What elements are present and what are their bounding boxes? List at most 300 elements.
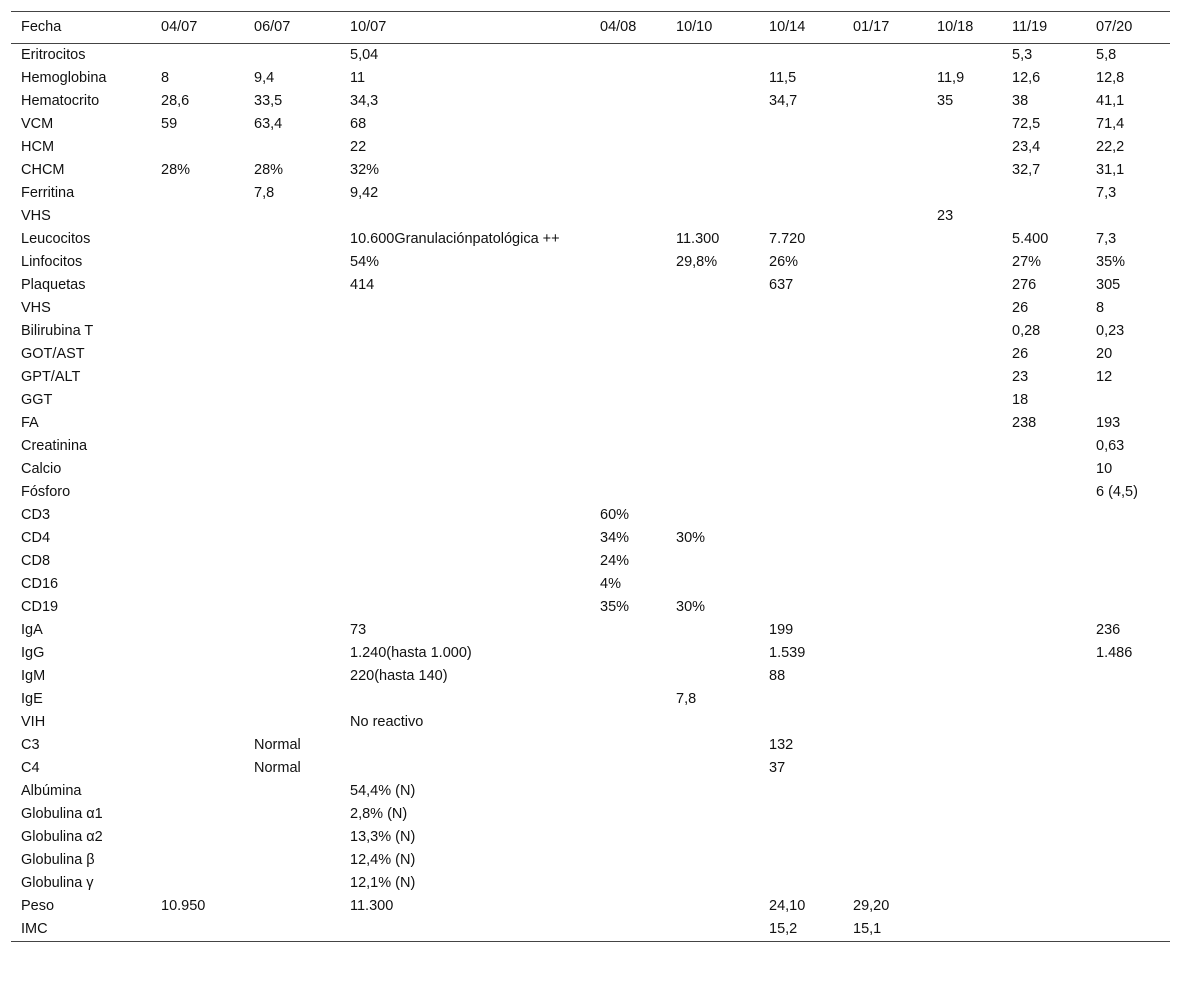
table-cell — [590, 711, 666, 734]
row-label: Albúmina — [21, 783, 82, 799]
table-cell — [927, 780, 1002, 803]
row-label: Globulina β — [21, 852, 95, 868]
table-row — [11, 573, 1170, 596]
table-cell — [244, 228, 340, 251]
row-label: CD19 — [21, 599, 59, 615]
table-row — [11, 113, 1170, 136]
row-label: IgA — [21, 622, 43, 638]
table-cell — [151, 849, 244, 872]
table-cell — [843, 44, 927, 68]
table-cell — [759, 573, 843, 596]
table-cell — [843, 343, 927, 366]
table-cell — [340, 205, 590, 228]
table-cell: 7,3 — [1096, 231, 1117, 247]
table-cell: No reactivo — [350, 714, 424, 730]
table-cell — [927, 918, 1002, 942]
table-cell — [666, 734, 759, 757]
table-cell — [666, 458, 759, 481]
table-row — [11, 159, 1170, 182]
row-label: CD8 — [21, 553, 51, 569]
table-cell — [244, 343, 340, 366]
table-cell — [666, 665, 759, 688]
table-cell: 60% — [600, 507, 630, 523]
table-cell — [759, 504, 843, 527]
table-cell — [590, 412, 666, 435]
table-cell — [340, 918, 590, 942]
table-cell — [340, 458, 590, 481]
table-cell — [927, 688, 1002, 711]
table-cell — [244, 780, 340, 803]
table-cell: 2,8% (N) — [350, 806, 408, 822]
row-label: GPT/ALT — [21, 369, 81, 385]
table-cell — [340, 481, 590, 504]
table-cell — [1002, 596, 1086, 619]
row-label: Globulina γ — [21, 875, 94, 891]
table-cell — [927, 665, 1002, 688]
table-cell — [843, 665, 927, 688]
row-label: GGT — [21, 392, 53, 408]
table-cell: 29,8% — [676, 254, 718, 270]
table-cell — [1086, 895, 1170, 918]
table-cell — [151, 918, 244, 942]
table-cell — [244, 504, 340, 527]
table-cell — [843, 251, 927, 274]
table-cell: 34,7 — [769, 93, 798, 109]
table-cell: 5.400 — [1012, 231, 1049, 247]
table-cell — [340, 734, 590, 757]
row-label: CD4 — [21, 530, 51, 546]
table-cell — [340, 435, 590, 458]
column-header-fecha: Fecha — [11, 12, 151, 44]
table-cell — [151, 251, 244, 274]
table-cell — [244, 297, 340, 320]
table-cell — [759, 711, 843, 734]
table-cell: 72,5 — [1012, 116, 1041, 132]
table-cell — [151, 688, 244, 711]
table-cell: 5,8 — [1096, 47, 1117, 63]
table-cell — [1086, 527, 1170, 550]
table-cell — [843, 389, 927, 412]
table-cell — [666, 320, 759, 343]
table-cell: 38 — [1012, 93, 1029, 109]
table-cell — [151, 573, 244, 596]
table-cell — [244, 642, 340, 665]
row-label: CHCM — [21, 162, 65, 178]
table-cell — [666, 366, 759, 389]
table-cell — [927, 274, 1002, 297]
table-cell: 15,1 — [843, 918, 927, 942]
table-row — [11, 711, 1170, 734]
table-cell — [340, 320, 590, 343]
table-cell — [244, 205, 340, 228]
table-cell — [843, 205, 927, 228]
table-cell — [244, 274, 340, 297]
table-cell — [590, 665, 666, 688]
table-cell — [244, 596, 340, 619]
table-row — [11, 136, 1170, 159]
row-label: Globulina α1 — [21, 806, 103, 822]
table-cell — [151, 320, 244, 343]
table-cell — [244, 688, 340, 711]
table-cell: 24,10 — [769, 898, 806, 914]
table-cell: 238 — [1012, 415, 1037, 431]
table-cell — [843, 550, 927, 573]
table-cell — [151, 711, 244, 734]
table-cell — [1002, 803, 1086, 826]
row-label: VIH — [21, 714, 46, 730]
table-cell — [340, 412, 590, 435]
table-cell — [927, 412, 1002, 435]
table-cell — [1086, 711, 1170, 734]
table-cell — [759, 481, 843, 504]
table-cell: 7,3 — [1096, 185, 1117, 201]
table-cell — [666, 504, 759, 527]
table-cell — [1002, 504, 1086, 527]
table-cell — [151, 228, 244, 251]
table-cell: 24% — [600, 553, 630, 569]
table-cell — [843, 481, 927, 504]
table-cell: 68 — [350, 116, 367, 132]
column-header-date: 10/10 — [666, 12, 759, 44]
table-cell — [927, 320, 1002, 343]
table-row — [11, 389, 1170, 412]
table-cell — [927, 435, 1002, 458]
table-cell — [927, 159, 1002, 182]
table-cell: 63,4 — [254, 116, 283, 132]
row-label: IgE — [21, 691, 43, 707]
table-cell — [151, 458, 244, 481]
row-label: Leucocitos — [21, 231, 91, 247]
table-cell — [759, 297, 843, 320]
table-cell — [244, 412, 340, 435]
table-cell — [666, 297, 759, 320]
table-cell — [759, 320, 843, 343]
table-cell: 12,1% (N) — [350, 875, 416, 891]
table-cell — [759, 596, 843, 619]
table-cell — [1086, 872, 1170, 895]
table-cell — [927, 504, 1002, 527]
row-label: Fósforo — [21, 484, 71, 500]
table-cell — [340, 550, 590, 573]
table-cell: 29,20 — [853, 898, 890, 914]
table-cell — [590, 918, 666, 942]
table-row — [11, 918, 1170, 942]
table-cell — [340, 297, 590, 320]
table-cell — [843, 297, 927, 320]
table-cell — [843, 113, 927, 136]
table-cell — [666, 481, 759, 504]
table-cell — [590, 389, 666, 412]
table-row — [11, 619, 1170, 642]
table-cell — [590, 734, 666, 757]
table-cell — [590, 320, 666, 343]
table-cell: 10.600Granulaciónpatológica ++ — [350, 231, 560, 247]
header-row — [11, 12, 1170, 44]
table-cell — [244, 366, 340, 389]
column-header-date: 11/19 — [1002, 12, 1086, 44]
table-cell — [759, 44, 843, 68]
table-cell: 54,4% (N) — [350, 783, 416, 799]
column-header-date: 01/17 — [843, 12, 927, 44]
row-label: VHS — [21, 208, 51, 224]
table-cell — [927, 642, 1002, 665]
table-cell — [244, 44, 340, 68]
table-cell — [927, 849, 1002, 872]
table-cell — [1002, 780, 1086, 803]
row-label: HCM — [21, 139, 55, 155]
table-cell — [666, 642, 759, 665]
table-cell — [151, 435, 244, 458]
table-cell — [759, 412, 843, 435]
table-cell: 8 — [1096, 300, 1105, 316]
table-cell — [151, 182, 244, 205]
table-cell — [666, 711, 759, 734]
table-cell — [340, 366, 590, 389]
table-cell — [927, 803, 1002, 826]
table-cell — [1086, 757, 1170, 780]
table-cell: 26% — [769, 254, 799, 270]
table-cell — [340, 504, 590, 527]
table-cell — [759, 136, 843, 159]
table-cell — [843, 596, 927, 619]
table-cell — [843, 642, 927, 665]
table-cell — [843, 159, 927, 182]
table-cell — [244, 803, 340, 826]
table-cell — [843, 780, 927, 803]
table-cell — [151, 619, 244, 642]
table-cell: 0,63 — [1096, 438, 1125, 454]
table-row — [11, 849, 1170, 872]
table-cell — [666, 412, 759, 435]
table-cell — [759, 159, 843, 182]
table-cell — [1086, 504, 1170, 527]
row-label: IgM — [21, 668, 46, 684]
table-cell: 7,8 — [676, 691, 697, 707]
table-header — [11, 12, 1170, 44]
table-cell — [1086, 918, 1170, 942]
table-cell: 71,4 — [1096, 116, 1125, 132]
table-cell — [843, 182, 927, 205]
row-label: FA — [21, 415, 39, 431]
table-cell — [1002, 665, 1086, 688]
table-cell — [590, 895, 666, 918]
table-cell — [151, 757, 244, 780]
table-cell — [843, 757, 927, 780]
table-cell — [759, 389, 843, 412]
table-row — [11, 734, 1170, 757]
table-cell — [666, 895, 759, 918]
table-cell — [1002, 182, 1086, 205]
table-row — [11, 688, 1170, 711]
table-cell — [590, 228, 666, 251]
row-label: Calcio — [21, 461, 62, 477]
table-cell — [666, 573, 759, 596]
table-cell — [244, 251, 340, 274]
table-cell — [590, 872, 666, 895]
table-cell — [759, 343, 843, 366]
table-cell: 32,7 — [1012, 162, 1041, 178]
table-cell: 199 — [769, 622, 794, 638]
table-cell: 18 — [1012, 392, 1029, 408]
table-cell — [590, 458, 666, 481]
column-header-date: 10/18 — [927, 12, 1002, 44]
table-cell — [151, 803, 244, 826]
table-row — [11, 44, 1170, 68]
row-label: VCM — [21, 116, 54, 132]
table-cell: 32% — [350, 162, 380, 178]
table-cell — [1086, 389, 1170, 412]
table-cell: 9,42 — [350, 185, 379, 201]
table-cell: 7,8 — [254, 185, 275, 201]
table-cell: 23 — [1012, 369, 1029, 385]
table-cell: 88 — [769, 668, 786, 684]
table-cell — [927, 619, 1002, 642]
table-cell — [1086, 803, 1170, 826]
table-cell — [1002, 619, 1086, 642]
table-cell: 59 — [161, 116, 178, 132]
row-label: Eritrocitos — [21, 47, 86, 63]
table-cell — [590, 688, 666, 711]
table-cell — [340, 596, 590, 619]
table-cell — [759, 550, 843, 573]
table-cell — [151, 205, 244, 228]
table-cell — [1002, 205, 1086, 228]
row-label: Linfocitos — [21, 254, 83, 270]
table-cell: 305 — [1096, 277, 1121, 293]
table-cell — [1086, 596, 1170, 619]
table-cell — [1086, 734, 1170, 757]
table-cell — [666, 849, 759, 872]
table-cell — [1086, 550, 1170, 573]
table-cell: 236 — [1096, 622, 1121, 638]
table-cell: 27% — [1012, 254, 1042, 270]
table-cell — [151, 665, 244, 688]
table-cell — [244, 918, 340, 942]
table-cell: 11.300 — [676, 231, 720, 247]
table-cell — [666, 136, 759, 159]
column-header-date: 04/08 — [590, 12, 666, 44]
table-cell — [927, 734, 1002, 757]
table-cell: 35 — [937, 93, 954, 109]
table-cell — [244, 136, 340, 159]
table-cell — [590, 251, 666, 274]
table-cell: 23,4 — [1012, 139, 1041, 155]
table-cell — [244, 619, 340, 642]
table-cell — [927, 711, 1002, 734]
table-cell: 13,3% (N) — [350, 829, 416, 845]
row-label: IMC — [11, 918, 151, 942]
row-label: GOT/AST — [21, 346, 85, 362]
table-cell — [759, 688, 843, 711]
table-cell — [590, 343, 666, 366]
table-row — [11, 826, 1170, 849]
table-cell: 1.486 — [1096, 645, 1133, 661]
table-row — [11, 458, 1170, 481]
table-cell — [1002, 872, 1086, 895]
table-cell — [151, 412, 244, 435]
table-cell — [666, 550, 759, 573]
table-cell — [843, 619, 927, 642]
table-cell — [1002, 711, 1086, 734]
row-label: Globulina α2 — [21, 829, 103, 845]
table-cell — [590, 274, 666, 297]
table-cell: 30% — [676, 530, 706, 546]
table-cell: 10 — [1096, 461, 1113, 477]
table-cell — [759, 182, 843, 205]
table-cell: 28% — [254, 162, 284, 178]
table-cell — [927, 136, 1002, 159]
row-label: CD16 — [21, 576, 59, 592]
table-cell — [244, 481, 340, 504]
table-cell — [927, 481, 1002, 504]
table-cell — [843, 136, 927, 159]
table-cell — [927, 826, 1002, 849]
table-cell — [927, 527, 1002, 550]
table-cell — [590, 826, 666, 849]
table-cell — [1002, 527, 1086, 550]
table-cell — [759, 849, 843, 872]
table-row — [11, 251, 1170, 274]
table-cell — [244, 665, 340, 688]
table-cell — [1002, 573, 1086, 596]
table-cell: 33,5 — [254, 93, 283, 109]
table-row — [11, 872, 1170, 895]
table-cell — [666, 918, 759, 942]
table-cell — [927, 44, 1002, 68]
table-cell — [666, 274, 759, 297]
row-label: Bilirubina T — [21, 323, 94, 339]
table-cell — [340, 527, 590, 550]
table-cell — [843, 67, 927, 90]
column-header-date: 07/20 — [1086, 12, 1170, 44]
table-cell — [666, 205, 759, 228]
table-row — [11, 504, 1170, 527]
table-cell: 11,9 — [937, 70, 965, 86]
table-cell — [590, 849, 666, 872]
table-cell — [843, 734, 927, 757]
table-cell: 0,28 — [1012, 323, 1041, 339]
table-cell — [1002, 757, 1086, 780]
table-cell — [590, 366, 666, 389]
table-cell: 34% — [600, 530, 630, 546]
table-cell — [666, 67, 759, 90]
row-label: Creatinina — [21, 438, 88, 454]
table-cell — [843, 803, 927, 826]
table-cell — [1086, 205, 1170, 228]
table-cell — [927, 596, 1002, 619]
table-row — [11, 527, 1170, 550]
table-cell: 12 — [1096, 369, 1113, 385]
table-cell: Normal — [254, 737, 301, 753]
table-cell — [927, 297, 1002, 320]
row-label: Plaquetas — [21, 277, 86, 293]
table-cell: 15,2 — [759, 918, 843, 942]
table-cell — [244, 895, 340, 918]
table-cell — [590, 182, 666, 205]
table-row — [11, 642, 1170, 665]
table-cell: 4% — [600, 576, 621, 592]
table-cell — [666, 343, 759, 366]
table-cell — [1002, 734, 1086, 757]
table-cell — [843, 228, 927, 251]
table-cell — [843, 412, 927, 435]
table-cell — [759, 113, 843, 136]
table-cell — [1002, 895, 1086, 918]
table-cell — [1002, 458, 1086, 481]
table-cell — [927, 458, 1002, 481]
table-cell — [759, 872, 843, 895]
row-label: Hemoglobina — [21, 70, 107, 86]
